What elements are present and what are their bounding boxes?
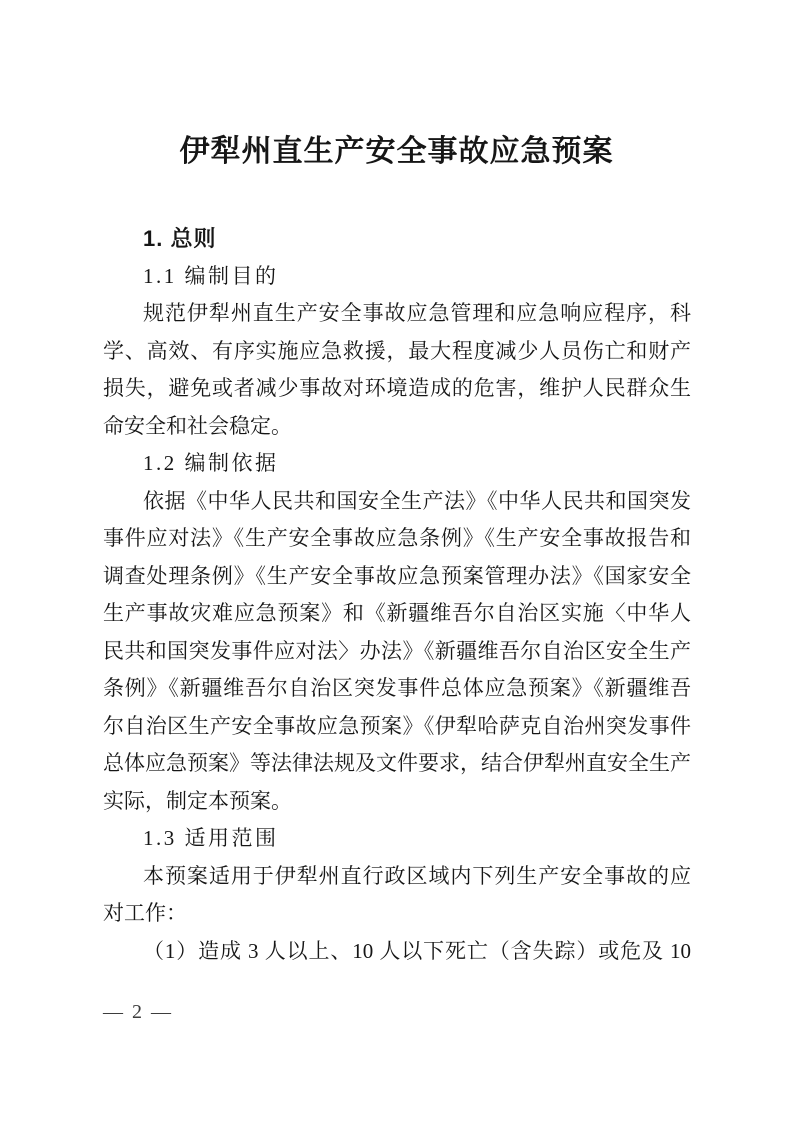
paragraph-1-line: 学、高效、有序实施应急救援，最大程度减少人员伤亡和财产 (103, 338, 691, 363)
section-heading-1-2: 1.2 编制依据 (143, 451, 279, 475)
paragraph-2-line: 调查处理条例》《生产安全事故应急预案管理办法》《国家安全 (103, 563, 691, 588)
paragraph-3-line: 本预案适用于伊犁州直行政区域内下列生产安全事故的应 (143, 863, 691, 888)
paragraph-2-line: 实际，制定本预案。 (103, 788, 292, 813)
paragraph-2-line: 民共和国突发事件应对法〉办法》《新疆维吾尔自治区安全生产 (103, 638, 691, 663)
paragraph-1-line: 损失，避免或者减少事故对环境造成的危害，维护人民群众生 (103, 376, 691, 400)
paragraph-2-line: 依据《中华人民共和国安全生产法》《中华人民共和国突发 (143, 488, 691, 513)
paragraph-1-line: 命安全和社会稳定。 (103, 413, 292, 438)
document-title: 伊犁州直生产安全事故应急预案 (179, 135, 614, 168)
section-heading-1: 1. 总则 (143, 226, 217, 251)
paragraph-4-line: （1）造成 3 人以上、10 人以下死亡（含失踪）或危及 10 (143, 938, 691, 963)
section-heading-1-1: 1.1 编制目的 (143, 263, 279, 288)
page-number: — 2 — (103, 1001, 173, 1023)
document-body (103, 220, 691, 970)
paragraph-2-line: 生产事故灾难应急预案》和《新疆维吾尔自治区实施〈中华人 (103, 601, 691, 625)
paragraph-2-line: 条例》《新疆维吾尔自治区突发事件总体应急预案》《新疆维吾 (103, 676, 691, 700)
paragraph-2-line: 尔自治区生产安全事故应急预案》《伊犁哈萨克自治州突发事件 (103, 713, 691, 738)
paragraph-3-line: 对工作： (103, 901, 187, 925)
paragraph-1-line: 规范伊犁州直生产安全事故应急管理和应急响应程序，科 (143, 301, 691, 325)
paragraph-2-line: 事件应对法》《生产安全事故应急条例》《生产安全事故报告和 (103, 526, 691, 550)
section-heading-1-3: 1.3 适用范围 (143, 826, 279, 850)
paragraph-2-line: 总体应急预案》等法律法规及文件要求，结合伊犁州直安全生产 (103, 751, 691, 775)
